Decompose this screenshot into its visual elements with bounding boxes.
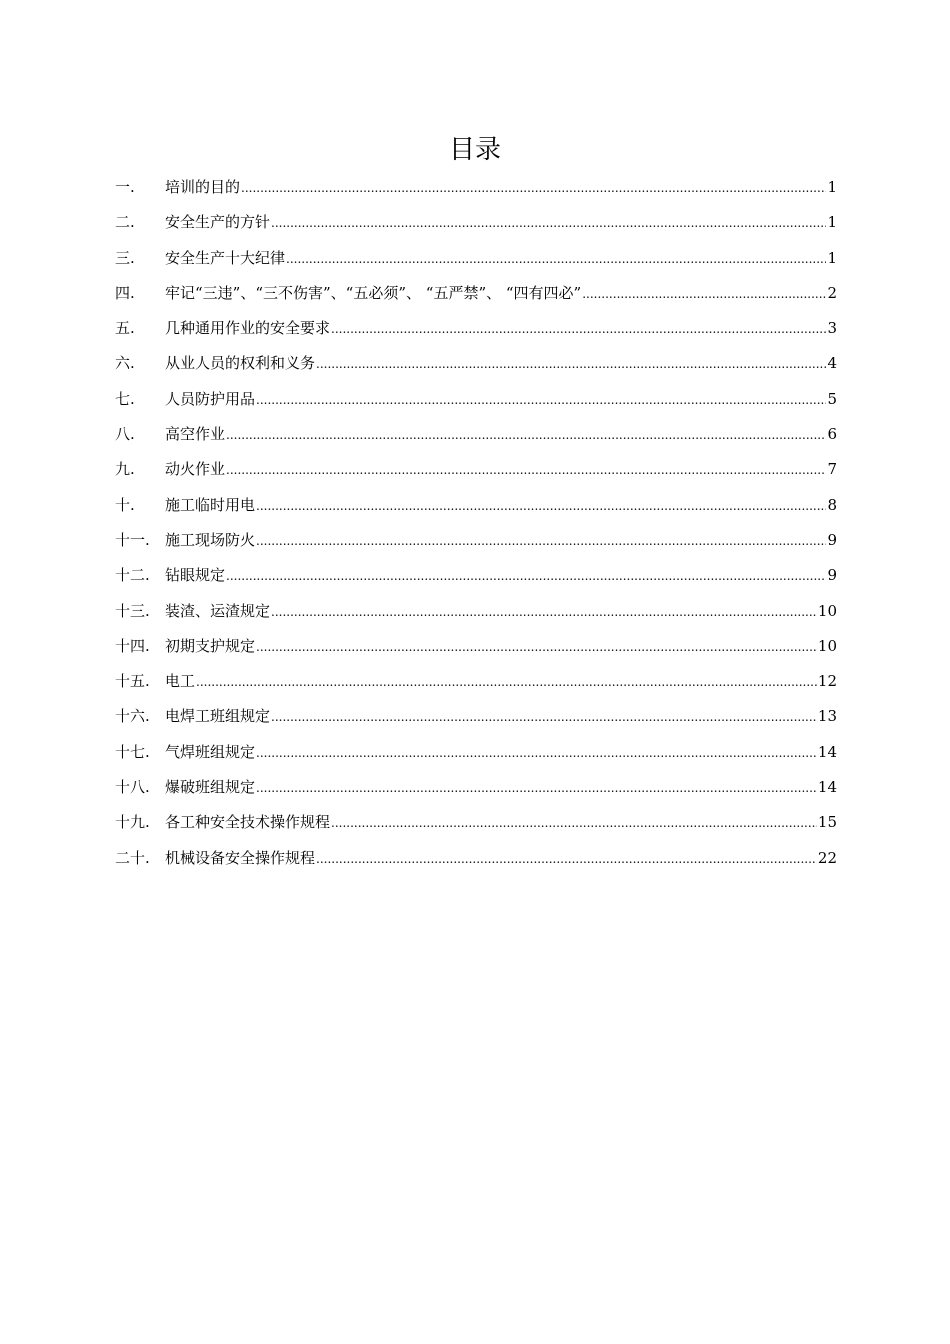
toc-entry[interactable] (115, 241, 837, 276)
toc-entry-title: 初期支护规定 (165, 636, 256, 655)
toc-entry-title: 施工现场防火 (165, 530, 256, 549)
toc-entry-title: 培训的目的 (165, 178, 241, 196)
toc-entry-title: 几种通用作业的安全要求 (165, 319, 331, 338)
toc-dot-leader (226, 418, 826, 453)
toc-dot-leader (582, 277, 826, 312)
toc-entry-number: 十六. (115, 707, 150, 726)
toc-entry-title: 安全生产十大纪律 (165, 248, 286, 267)
toc-entry-page: 2 (827, 283, 837, 302)
toc-entry-title: 机械设备安全操作规程 (165, 848, 316, 867)
toc-dot-leader (196, 665, 817, 700)
toc-entry-number: 十. (115, 495, 135, 514)
toc-entry[interactable] (115, 594, 837, 629)
toc-entry-page: 5 (827, 389, 837, 408)
toc-entry-title: 气焊班组规定 (165, 742, 256, 761)
toc-dot-leader (256, 489, 826, 524)
toc-entry-number: 七. (115, 389, 135, 408)
toc-entry-title: 爆破班组规定 (165, 778, 256, 797)
toc-entry[interactable] (115, 770, 837, 805)
toc-entry-page: 1 (827, 178, 837, 196)
toc-entry-number: 十一. (115, 530, 150, 549)
toc-dot-leader (241, 171, 826, 206)
toc-entry-page: 3 (827, 319, 837, 338)
toc-dot-leader (316, 842, 817, 877)
toc-entry-number: 二十. (115, 848, 150, 867)
toc-dot-leader (226, 559, 826, 594)
toc-entry[interactable] (115, 805, 837, 840)
toc-dot-leader (226, 453, 826, 488)
toc-dot-leader (256, 630, 817, 665)
toc-entry[interactable] (115, 558, 837, 593)
toc-dot-leader (286, 242, 826, 277)
toc-entry-title: 人员防护用品 (165, 389, 256, 408)
toc-entry-page: 14 (817, 742, 837, 761)
toc-entry[interactable] (115, 346, 837, 381)
page-title: 目录 (448, 135, 501, 165)
toc-entry[interactable] (115, 170, 837, 205)
toc-entry-page: 12 (817, 672, 837, 691)
toc-entry-number: 五. (115, 319, 135, 338)
toc-entry[interactable] (115, 735, 837, 770)
toc-entry-number: 十九. (115, 813, 150, 832)
toc-entry-page: 22 (817, 848, 837, 867)
toc-entry-title: 各工种安全技术操作规程 (165, 813, 331, 832)
toc-entry-title: 装渣、运渣规定 (165, 601, 271, 620)
toc-entry-page: 14 (817, 778, 837, 797)
toc-entry-number: 三. (115, 248, 135, 267)
toc-entry[interactable] (115, 382, 837, 417)
toc-entry-number: 十八. (115, 778, 150, 797)
toc-entry-page: 6 (827, 425, 837, 444)
table-of-contents (115, 170, 837, 876)
toc-entry-page: 1 (827, 213, 837, 232)
toc-entry-page: 8 (827, 495, 837, 514)
toc-entry-number: 十五. (115, 672, 150, 691)
toc-entry-number: 一. (115, 178, 135, 196)
toc-entry-number: 十二. (115, 566, 150, 585)
toc-entry-title: 牢记“三违”、“三不伤害”、“五必须”、 “五严禁”、 “四有四必” (165, 283, 582, 302)
toc-entry-page: 9 (827, 566, 837, 585)
toc-entry-title: 动火作业 (165, 460, 226, 479)
toc-entry-page: 13 (817, 707, 837, 726)
toc-entry-number: 四. (115, 283, 135, 302)
toc-dot-leader (271, 206, 826, 241)
toc-dot-leader (271, 700, 817, 735)
toc-entry-number: 九. (115, 460, 135, 479)
toc-entry-title: 电焊工班组规定 (165, 707, 271, 726)
toc-dot-leader (256, 771, 817, 806)
toc-dot-leader (331, 806, 817, 841)
toc-entry-number: 十三. (115, 601, 150, 620)
toc-entry-page: 9 (827, 530, 837, 549)
toc-dot-leader (331, 312, 826, 347)
toc-entry-title: 施工临时用电 (165, 495, 256, 514)
toc-entry-page: 4 (827, 354, 837, 373)
toc-entry[interactable] (115, 452, 837, 487)
toc-entry-page: 10 (817, 601, 837, 620)
toc-entry[interactable] (115, 276, 837, 311)
toc-entry-title: 安全生产的方针 (165, 213, 271, 232)
toc-entry[interactable] (115, 523, 837, 558)
toc-entry[interactable] (115, 699, 837, 734)
toc-entry-page: 1 (827, 248, 837, 267)
toc-entry-number: 十四. (115, 636, 150, 655)
toc-entry[interactable] (115, 841, 837, 876)
toc-entry-number: 八. (115, 425, 135, 444)
toc-entry-title: 钻眼规定 (165, 566, 226, 585)
toc-entry-number: 十七. (115, 742, 150, 761)
toc-entry[interactable] (115, 311, 837, 346)
toc-entry-page: 7 (827, 460, 837, 479)
toc-entry-page: 15 (817, 813, 837, 832)
toc-entry-number: 二. (115, 213, 135, 232)
toc-entry[interactable] (115, 629, 837, 664)
toc-entry[interactable] (115, 664, 837, 699)
toc-dot-leader (256, 736, 817, 771)
toc-entry[interactable] (115, 205, 837, 240)
toc-dot-leader (256, 383, 826, 418)
toc-entry-title: 电工 (165, 672, 196, 691)
toc-entry-page: 10 (817, 636, 837, 655)
toc-entry-number: 六. (115, 354, 135, 373)
toc-dot-leader (271, 595, 817, 630)
toc-entry-title: 从业人员的权利和义务 (165, 354, 316, 373)
toc-entry[interactable] (115, 417, 837, 452)
toc-dot-leader (256, 524, 826, 559)
toc-entry[interactable] (115, 488, 837, 523)
toc-dot-leader (316, 347, 826, 382)
toc-entry-title: 高空作业 (165, 425, 226, 444)
